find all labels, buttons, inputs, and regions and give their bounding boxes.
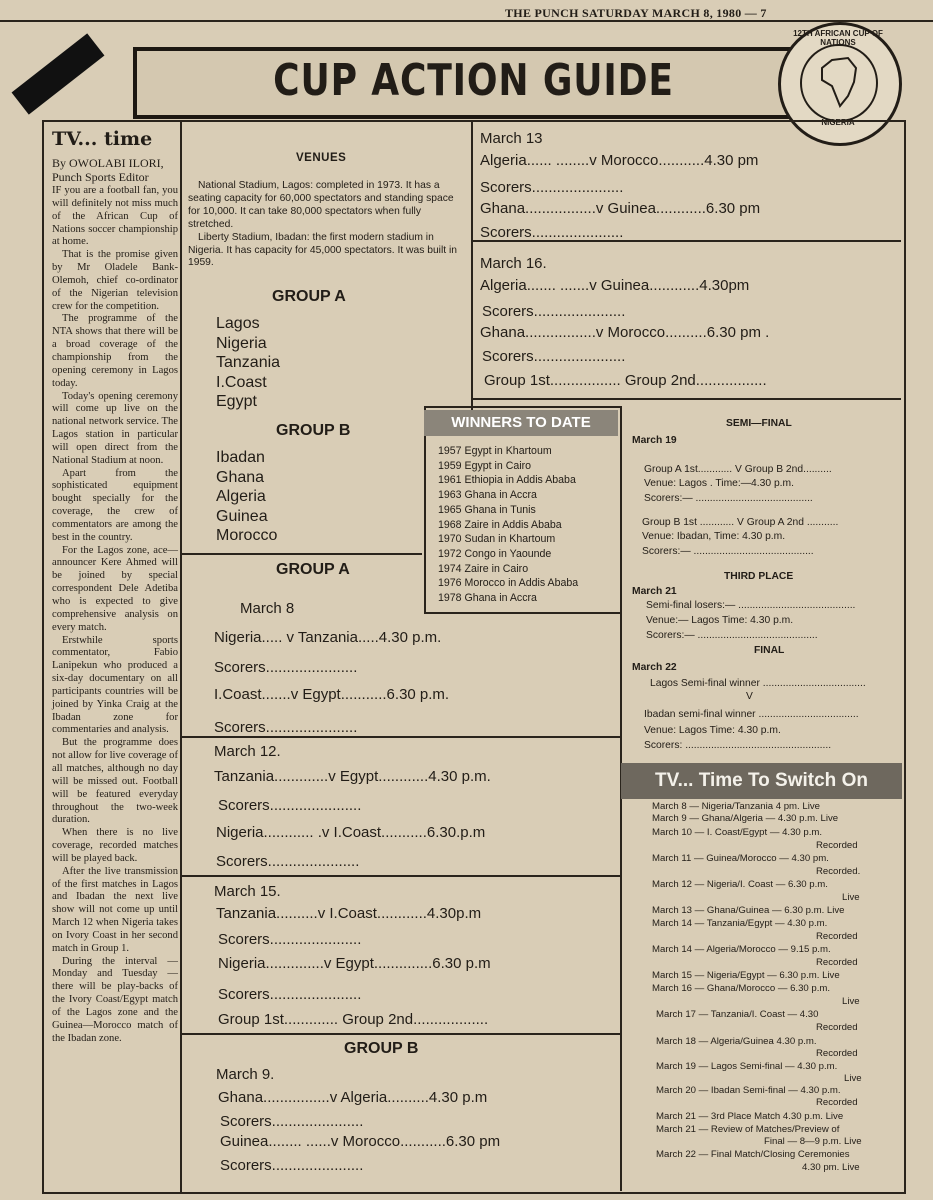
tv-schedule-status: Recorded xyxy=(816,1048,858,1059)
fixture-date: March 12. xyxy=(214,743,281,760)
article-paragraph: Erstwhile sports commentator, Fabio Lanipekun who produced a six-day documentary on all participants countries will be joined by Yinka Craig at the Ibadan zone for commentaries and analysis. xyxy=(52,634,178,736)
team-name: I.Coast xyxy=(216,373,267,391)
team-name: Nigeria xyxy=(216,334,267,352)
byline-author: By OWOLABI ILORI, xyxy=(52,156,164,170)
group-b-teams xyxy=(216,448,277,546)
page-header-line: THE PUNCH SATURDAY MARCH 8, 1980 — 7 xyxy=(505,6,767,20)
semifinal-a-teams: Group A 1st............ V Group B 2nd.......... xyxy=(644,464,832,475)
semifinal-b-scorers: Scorers:— .......................................... xyxy=(642,546,814,557)
fixture-date: March 15. xyxy=(214,883,281,900)
scorers-line: Scorers...................... xyxy=(216,853,360,870)
fixture: Tanzania.............v Egypt............4.30 p.m. xyxy=(214,768,491,785)
third-place-date: March 21 xyxy=(632,586,677,597)
article-title: TV... time xyxy=(52,128,153,150)
byline-role: Punch Sports Editor xyxy=(52,170,149,184)
winner-item: 1974 Zaire in Cairo xyxy=(438,562,529,575)
winner-item: 1978 Ghana in Accra xyxy=(438,592,537,605)
africa-map-icon xyxy=(800,44,878,122)
team-name: Tanzania xyxy=(216,354,281,371)
tv-schedule-line: March 16 — Ghana/Morocco — 6.30 p.m. xyxy=(652,983,831,994)
article-body xyxy=(52,185,178,1046)
divider xyxy=(182,553,422,555)
fixture-date: March 9. xyxy=(216,1066,275,1083)
punch-logo xyxy=(12,33,105,114)
winner-item: 1957 Egypt in Khartoum xyxy=(438,445,552,457)
semifinal-date: March 19 xyxy=(632,435,677,446)
emblem-country: NIGERIA xyxy=(821,118,855,127)
tv-schedule-line: March 17 — Tanzania/I. Coast — 4.30 xyxy=(656,1009,819,1020)
fixture: Guinea........ ......v Morocco...........6.30 pm xyxy=(220,1133,501,1150)
semifinal-b-teams: Group B 1st ............ V Group A 2nd ........... xyxy=(642,517,839,528)
group-b-fixtures-title: GROUP B xyxy=(344,1040,419,1057)
semifinal-a-scorers: Scorers:— ......................................... xyxy=(644,493,813,504)
fixture-date: March 8 xyxy=(240,600,295,617)
divider xyxy=(182,875,620,877)
article-paragraph: Apart from the sophisticated equipment bought specially for the coverage, the crew of commentators are among the best in the country. xyxy=(52,467,178,543)
group-placings: Group 1st................. Group 2nd................. xyxy=(484,372,767,389)
team-name: Morocco xyxy=(216,527,278,544)
tv-schedule-line: March 14 — Algeria/Morocco — 9.15 p.m. xyxy=(652,944,831,955)
tv-schedule-line: March 8 — Nigeria/Tanzania 4 pm. Live xyxy=(652,801,820,812)
scorers-line: Scorers...................... xyxy=(214,719,358,736)
tv-schedule-status: Recorded. xyxy=(816,866,861,877)
team-name: Ibadan xyxy=(216,449,265,466)
fixture: Ghana................v Algeria..........4.30 p.m xyxy=(218,1089,488,1106)
final-date: March 22 xyxy=(632,662,677,673)
tv-schedule-status: Recorded xyxy=(816,1097,858,1108)
article-paragraph: For the Lagos zone, ace— announcer Kere Ahmed will be joined by special correspondent Dele Adetiba who is expected to give comprehensive analysis on every match. xyxy=(52,544,178,633)
tv-schedule-line: 4.30 pm. Live xyxy=(802,1162,860,1173)
tv-schedule-line: March 14 — Tanzania/Egypt — 4.30 p.m. xyxy=(652,918,828,929)
scorers-line: Scorers...................... xyxy=(218,931,362,948)
team-name: Guinea xyxy=(216,507,268,525)
tv-schedule-line: March 19 — Lagos Semi-final — 4.30 p.m. xyxy=(656,1061,838,1072)
emblem-caption: 12TH AFRICAN CUP OF NATIONS xyxy=(793,29,883,47)
scorers-line: Scorers...................... xyxy=(218,986,362,1003)
article-paragraph: That is the promise given by Mr Oladele Bank-Olemoh, chief co-ordinator of the Nigerian television crew for the competition. xyxy=(52,249,178,312)
semifinal-b-venue: Venue: Ibadan, Time: 4.30 p.m. xyxy=(642,531,786,542)
tv-schedule-line: Final — 8—9 p.m. Live xyxy=(764,1136,862,1147)
article-paragraph: When there is no live coverage, recorded matches will be played back. xyxy=(52,827,178,864)
third-place-teams: Semi-final losers:— ......................................... xyxy=(646,600,856,611)
article-paragraph: IF you are a football fan, you will definitely not miss much of the African Cup of Nations soccer championship at home. xyxy=(52,185,178,248)
article-paragraph: Today's opening ceremony will come up live on the national network service. The Lagos station in particular will open direct from the National Stadium at noon. xyxy=(52,390,178,466)
scorers-line: Scorers...................... xyxy=(480,224,624,241)
fixture-date: March 13 xyxy=(480,130,543,147)
tv-schedule-status: Live xyxy=(842,996,860,1007)
tv-schedule-line: March 15 — Nigeria/Egypt — 6.30 p.m. Live xyxy=(652,970,840,981)
winner-item: 1968 Zaire in Addis Ababa xyxy=(438,518,562,531)
fixture: Ghana.................v Guinea............6.30 pm xyxy=(480,200,761,217)
third-place-scorers: Scorers:— .......................................... xyxy=(646,630,818,641)
fixture: Ghana.................v Morocco..........6.30 pm . xyxy=(480,324,770,341)
venue-lagos: National Stadium, Lagos: completed in 1973. It has a seating capacity for 60,000 spectators and standing space for 10,000. It can take 80,000 spectators when fully stretched. xyxy=(188,180,454,230)
group-placings: Group 1st............. Group 2nd.................. xyxy=(218,1011,489,1028)
group-b-title: GROUP B xyxy=(276,422,351,439)
final-team-2: Ibadan semi-final winner ................................... xyxy=(644,709,859,720)
page-title: CUP ACTION GUIDE xyxy=(273,55,674,106)
group-a-title: GROUP A xyxy=(272,288,346,305)
winners-title: WINNERS TO DATE xyxy=(424,410,618,436)
tv-schedule-line: March 13 — Ghana/Guinea — 6.30 p.m. Live xyxy=(652,905,845,916)
third-place-title: THIRD PLACE xyxy=(724,571,794,582)
tv-schedule-status: Recorded xyxy=(816,931,858,942)
semifinal-title: SEMI—FINAL xyxy=(726,418,792,429)
scorers-line: Scorers...................... xyxy=(480,179,624,196)
venues-text xyxy=(188,180,468,270)
winner-item: 1976 Morocco in Addis Ababa xyxy=(438,577,579,590)
tv-schedule-line: March 12 — Nigeria/I. Coast — 6.30 p.m. xyxy=(652,879,828,890)
winner-item: 1959 Egypt in Cairo xyxy=(438,459,532,472)
venues-title: VENUES xyxy=(296,152,347,164)
tv-schedule-line: March 18 — Algeria/Guinea 4.30 p.m. xyxy=(656,1036,817,1047)
fixture: I.Coast.......v Egypt...........6.30 p.m. xyxy=(214,686,450,703)
tv-schedule-line: March 21 — 3rd Place Match 4.30 p.m. Live xyxy=(656,1111,844,1122)
scorers-line: Scorers...................... xyxy=(482,303,626,320)
tv-schedule-line: March 20 — Ibadan Semi-final — 4.30 p.m. xyxy=(656,1085,841,1096)
winner-item: 1972 Congo in Yaounde xyxy=(438,547,552,560)
fixture: Nigeria..............v Egypt..............6.30 p.m xyxy=(218,955,491,972)
header-rule xyxy=(0,20,933,22)
tv-schedule-status: Recorded xyxy=(816,840,858,851)
divider xyxy=(182,736,620,738)
tv-schedule-title: TV... Time To Switch On xyxy=(655,770,868,791)
fixture: Nigeria..... v Tanzania.....4.30 p.m. xyxy=(214,629,442,646)
final-team-1: Lagos Semi-final winner .................................... xyxy=(650,678,866,689)
semifinal-a-venue: Venue: Lagos . Time:—4.30 p.m. xyxy=(644,478,794,489)
group-a-fixtures-title: GROUP A xyxy=(276,561,350,578)
venue-ibadan: Liberty Stadium, Ibadan: the first modern stadium in Nigeria. It has capacity for 45,000 spectators. It was built in 1959. xyxy=(188,231,457,269)
scorers-line: Scorers...................... xyxy=(220,1113,364,1130)
tv-schedule-line: March 22 — Final Match/Closing Ceremonies xyxy=(656,1149,850,1160)
winner-item: 1963 Ghana in Accra xyxy=(438,489,537,502)
article-paragraph: After the live transmission of the first matches in Lagos and Ibadan the next live show will not come up until March 12 when Nigeria takes on Ivory Coast in her second match in Group 1. xyxy=(52,865,178,954)
tv-schedule-line: March 9 — Ghana/Algeria — 4.30 p.m. Live xyxy=(652,813,839,824)
third-place-venue: Venue:— Lagos Time: 4.30 p.m. xyxy=(646,615,794,626)
scorers-line: Scorers...................... xyxy=(220,1157,364,1174)
tv-schedule-line: March 21 — Review of Matches/Preview of xyxy=(656,1124,840,1135)
fixture: Algeria....... .......v Guinea............4.30pm xyxy=(480,277,750,294)
divider xyxy=(182,1033,620,1035)
byline xyxy=(52,156,164,184)
team-name: Ghana xyxy=(216,468,265,486)
winner-item: 1970 Sudan in Khartoum xyxy=(438,533,556,546)
final-venue: Venue: Lagos Time: 4.30 p.m. xyxy=(644,725,781,736)
team-name: Egypt xyxy=(216,393,257,410)
left-column-rule xyxy=(180,120,182,1192)
tv-schedule-status: Live xyxy=(842,892,860,903)
team-name: Algeria xyxy=(216,488,266,505)
divider xyxy=(471,398,901,400)
article-paragraph: But the programme does not allow for live coverage of all matches, although no day will be missed out. Football will be featured everyday throughout the two-week duration. xyxy=(52,737,178,826)
scorers-line: Scorers...................... xyxy=(214,659,358,676)
team-name: Lagos xyxy=(216,315,260,332)
tv-schedule-status: Live xyxy=(844,1073,862,1084)
scorers-line: Scorers...................... xyxy=(218,797,362,814)
tv-schedule-line: March 11 — Guinea/Morocco — 4.30 pm. xyxy=(652,853,829,864)
winner-item: 1961 Ethiopia in Addis Ababa xyxy=(438,474,576,487)
tv-schedule-status: Recorded xyxy=(816,1022,858,1033)
tv-schedule-line: March 10 — I. Coast/Egypt — 4.30 p.m. xyxy=(652,827,823,838)
fixture: Algeria...... ........v Morocco...........4.30 pm xyxy=(480,152,759,169)
article-paragraph: The programme of the NTA shows that there will be a broad coverage of the championship from the opening ceremony in Lagos today. xyxy=(52,313,178,389)
winner-item: 1965 Ghana in Tunis xyxy=(438,503,536,516)
final-scorers: Scorers: ................................................... xyxy=(644,740,832,751)
article-paragraph: During the interval — Monday and Tuesday — there will be play-backs of the Ivory Coast/Egypt match of the Lagos zone and the Guinea—Morocco match of the Ibadan zone. xyxy=(52,955,178,1044)
tv-schedule-status: Recorded xyxy=(816,957,858,968)
divider xyxy=(471,120,473,410)
fixture: Tanzania..........v I.Coast............4.30p.m xyxy=(216,905,482,922)
final-versus: V xyxy=(746,691,753,702)
group-a-teams xyxy=(216,314,280,412)
fixture-date: March 16. xyxy=(480,255,547,272)
fixture: Nigeria............ .v I.Coast...........6.30.p.m xyxy=(216,824,486,841)
final-title: FINAL xyxy=(754,645,785,656)
winners-list xyxy=(438,444,578,606)
scorers-line: Scorers...................... xyxy=(482,348,626,365)
